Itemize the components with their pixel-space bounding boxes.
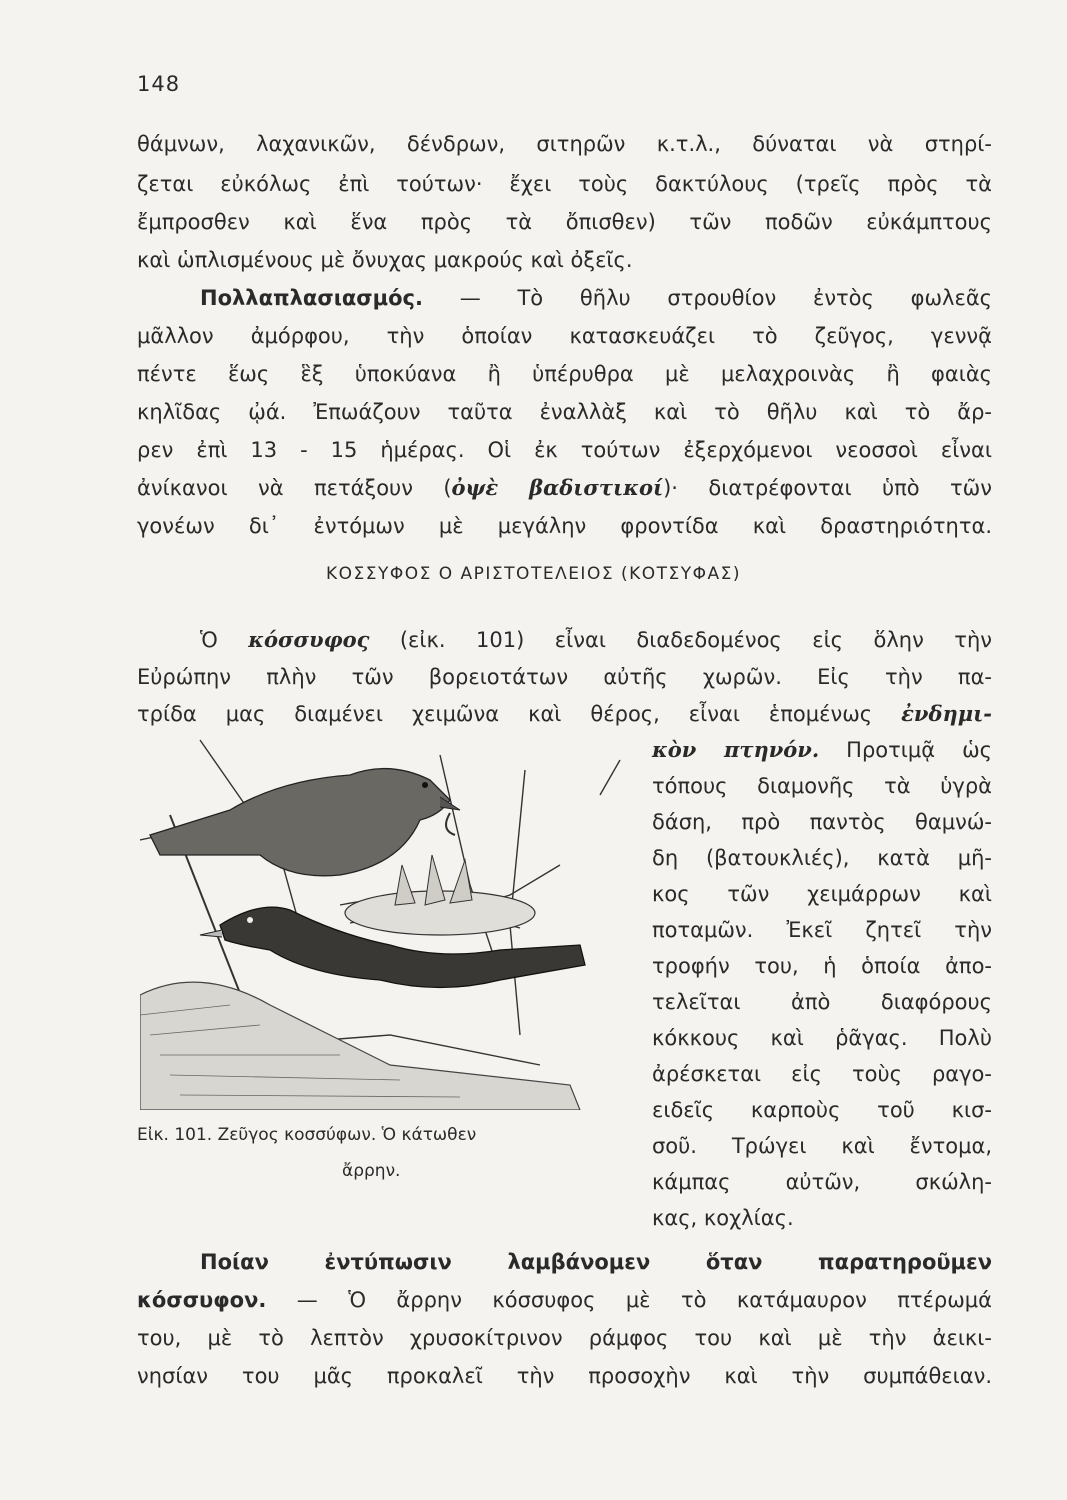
text-line: κηλῖδας ᾠά. Ἐπωάζουν ταῦτα ἐναλλὰξ καὶ τὸ θῆλυ καὶ τὸ ἄρ-: [137, 400, 992, 424]
text-line: κος τῶν χειμάρρων καὶ: [652, 882, 992, 906]
caption-line: Εἰκ. 101. Ζεῦγος κοσσύφων. Ὁ κάτωθεν: [137, 1125, 477, 1145]
figure-caption: [137, 1123, 637, 1183]
term-blackbird: κόσσυφος: [248, 627, 370, 652]
text-line: του, μὲ τὸ λεπτὸν χρυσοκίτρινον ράμφος του καὶ μὲ τὴν ἀεικι-: [137, 1326, 992, 1350]
text-line: [200, 286, 992, 310]
term-late-walkers: ὀψὲ βαδιστικοί: [451, 475, 664, 500]
term-endemic-bird: κὸν πτηνόν.: [652, 737, 820, 762]
text-span: — Ὁ ἄρρην κόσσυφος μὲ τὸ κατάμαυρον πτέρωμά: [266, 1288, 992, 1312]
subheading-impression: Ποίαν ἐντύπωσιν λαμβάνομεν ὅταν παρατηροῦμεν: [200, 1250, 992, 1274]
text-line: ἔμπροσθεν καὶ ἕνα πρὸς τὰ ὄπισθεν) τῶν ποδῶν εὐκάμπτους: [137, 210, 992, 234]
text-span: (εἰκ. 101) εἶναι διαδεδομένος εἰς ὅλην τὴν: [369, 628, 992, 652]
text-span: )· διατρέφονται ὑπὸ τῶν: [663, 476, 992, 500]
text-line: [200, 628, 992, 652]
text-span: Ὁ: [200, 628, 249, 652]
blackbird-illustration: [140, 735, 640, 1110]
text-line: δάση, πρὸ παντὸς θαμνώ-: [652, 810, 992, 834]
text-span: ἀνίκανοι νὰ πετάξουν (: [137, 476, 452, 500]
text-line: [137, 702, 992, 726]
subheading-reproduction: Πολλαπλασιασμός.: [200, 286, 423, 310]
page-number: 148: [137, 72, 181, 96]
caption-line: ἄρρην.: [342, 1161, 401, 1181]
text-line: [652, 738, 992, 762]
text-line: πέντε ἕως ἓξ ὑποκύανα ἢ ὑπέρυθρα μὲ μελαχροινὰς ἢ φαιὰς: [137, 362, 992, 386]
text-line: καὶ ὡπλισμένους μὲ ὄνυχας μακρούς καὶ ὀξεῖς.: [137, 248, 633, 272]
text-line: κας, κοχλίας.: [652, 1206, 794, 1230]
term-endemic: ἐνδημι-: [901, 701, 992, 726]
text-line: [137, 1288, 992, 1312]
text-line: μᾶλλον ἀμόρφου, τὴν ὁποίαν κατασκευάζει τὸ ζεῦγος, γεννᾷ: [137, 324, 992, 348]
text-line: σοῦ. Τρώγει καὶ ἔντομα,: [652, 1134, 992, 1158]
text-line: τόπους διαμονῆς τὰ ὑγρὰ: [652, 774, 992, 798]
text-line: κόκκους καὶ ῥᾶγας. Πολὺ: [652, 1026, 992, 1050]
text-line: [137, 476, 992, 500]
text-line: τελεῖται ἀπὸ διαφόρους: [652, 990, 992, 1014]
text-line: ζεται εὐκόλως ἐπὶ τούτων· ἔχει τοὺς δακτύλους (τρεῖς πρὸς τὰ: [137, 172, 992, 196]
text-line: Εὐρώπην πλὴν τῶν βορειοτάτων αὐτῆς χωρῶν. Εἰς τὴν πα-: [137, 665, 992, 689]
text-line: ρεν ἐπὶ 13 - 15 ἡμέρας. Οἱ ἐκ τούτων ἐξερχόμενοι νεοσσοὶ εἶναι: [137, 438, 992, 462]
text-line: ειδεῖς καρποὺς τοῦ κισ-: [652, 1098, 992, 1122]
subheading-impression-end: κόσσυφον.: [137, 1288, 267, 1312]
section-heading: ΚΟΣΣΥΦΟΣ Ο ΑΡΙΣΤΟΤΕΛΕΙΟΣ (ΚΟΤΣΥΦΑΣ): [325, 564, 742, 584]
text-line: ποταμῶν. Ἐκεῖ ζητεῖ τὴν: [652, 918, 992, 942]
text-line: γονέων δι᾽ ἐντόμων μὲ μεγάλην φροντίδα καὶ δραστηριότητα.: [137, 514, 992, 538]
text-line: κάμπας αὐτῶν, σκώλη-: [652, 1170, 992, 1194]
text-line: τροφήν του, ἡ ὁποία ἀπο-: [652, 954, 992, 978]
text-line: θάμνων, λαχανικῶν, δένδρων, σιτηρῶν κ.τ.λ., δύναται νὰ στηρί-: [137, 132, 992, 156]
text-line: νησίαν του μᾶς προκαλεῖ τὴν προσοχὴν καὶ τὴν συμπάθειαν.: [137, 1364, 992, 1388]
text-line: δη (βατουκλιές), κατὰ μῆ-: [652, 846, 992, 870]
text-span: τρίδα μας διαμένει χειμῶνα καὶ θέρος, εἶναι ἑπομένως: [137, 702, 902, 726]
text-span: Προτιμᾷ ὡς: [819, 738, 993, 762]
text-span: — Τὸ θῆλυ στρουθίον ἐντὸς φωλεᾶς: [422, 286, 992, 310]
text-line: ἀρέσκεται εἰς τοὺς ραγο-: [652, 1062, 992, 1086]
